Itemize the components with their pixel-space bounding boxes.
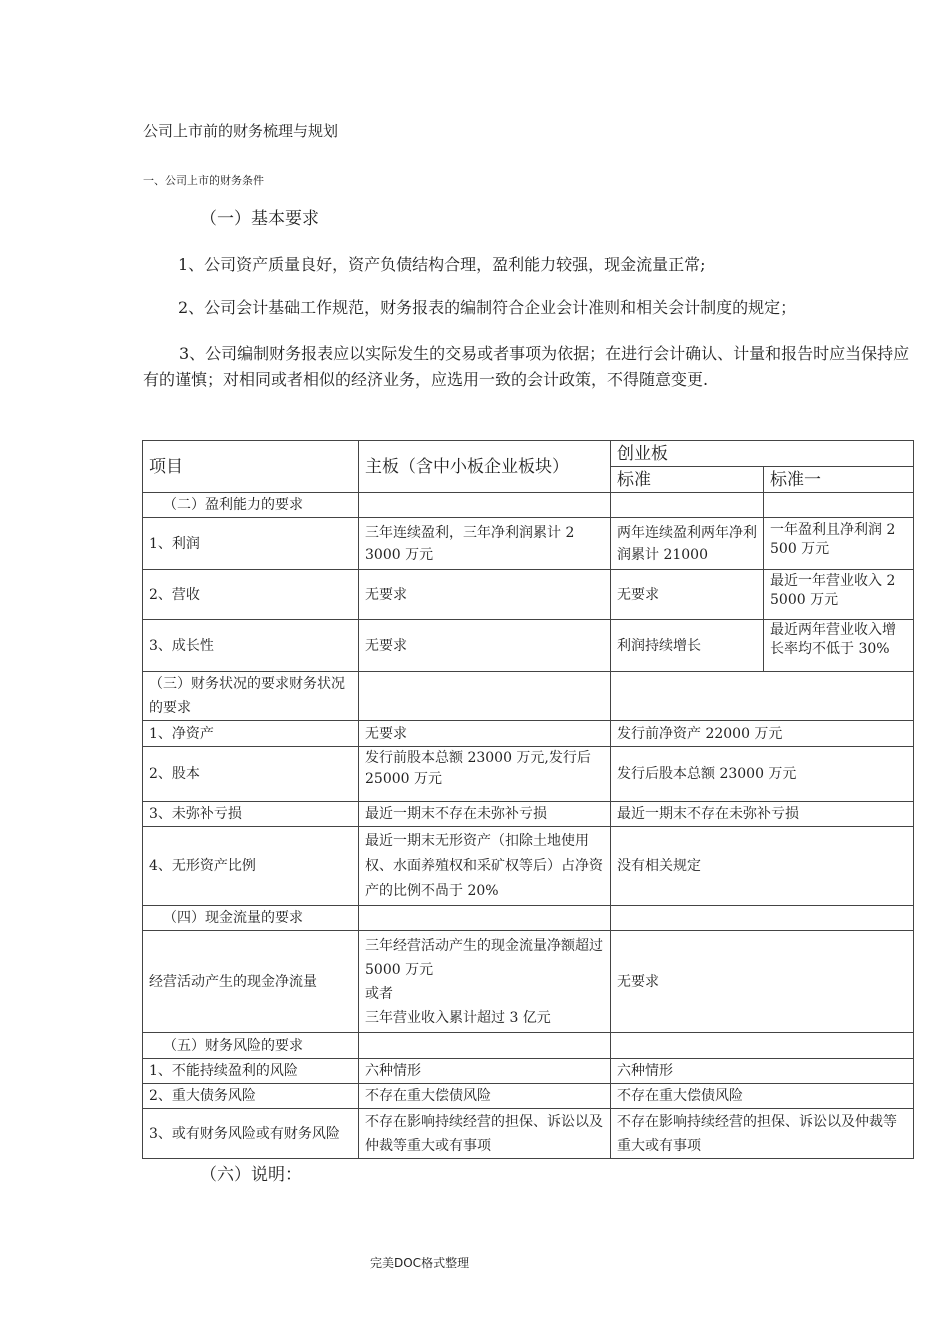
cell: 发行前净资产 22000 万元 [611,721,914,747]
table-row [143,747,914,802]
cell-line: 三年经营活动产生的现金流量净额超过 5000 万元 [365,937,603,978]
section-row: （三）财务状况的要求财务状况的要求 [143,672,359,721]
cell: 无要求 [359,721,611,747]
cell: 一年盈利且净利润 2 500 万元 [770,521,896,557]
header-standard-1: 标准一 [764,467,914,493]
cell: 不存在影响持续经营的担保、诉讼以及仲裁等重大或有事项 [359,1109,611,1159]
header-standard: 标准 [611,467,764,493]
cell: 1、净资产 [143,721,359,747]
section-row: （四）现金流量的要求 [143,906,359,931]
cell: 无要求 [611,570,764,620]
cell: 最近一期末无形资产（扣除土地使用权、水面养殖权和采矿权等后）占净资产的比例不咼于 20% [359,827,611,906]
cell: 2、营收 [143,570,359,620]
table-row [143,1084,914,1109]
sub-heading: （一）基本要求 [200,209,319,229]
cell: 最近一年营业收入 2 5000 万元 [770,572,896,608]
cell: 六种情形 [611,1059,914,1084]
header-main-board: 主板（含中小板企业板块） [359,441,611,493]
table-row [143,721,914,747]
footer-text: 完美DOC格式整理 [370,1256,470,1270]
cell: 不存在重大偿债风险 [359,1084,611,1109]
cell: 经营活动产生的现金净流量 [143,931,359,1033]
note-heading: （六）说明： [200,1165,302,1185]
table-row [143,827,914,906]
cell: 2、重大债务风险 [143,1084,359,1109]
section-row: （二）盈利能力的要求 [143,493,359,518]
header-item: 项目 [143,441,359,493]
table-row [143,1109,914,1159]
paragraph-2: 2、公司会计基础工作规范，财务报表的编制符合企业会计准则和相关会计制度的规定； [178,298,797,317]
cell: 三年连续盈利，三年净利润累计 2 3000 万元 [359,518,611,570]
cell: 六种情形 [359,1059,611,1084]
cell: 3、或有财务风险或有财务风险 [143,1109,359,1159]
table-row [143,1059,914,1084]
cell-line: 或者 [365,985,393,1002]
doc-title: 公司上市前的财务梳理与规划 [143,122,339,140]
paragraph-3: 3、公司编制财务报表应以实际发生的交易或者事项为依据；在进行会计确认、计量和报告时应当保持应有的谨慎；对相同或者相似的经济业务，应选用一致的会计政策，不得随意变更. [143,344,910,389]
cell: 最近一期末不存在未弥补亏损 [611,802,914,827]
cell: 1、不能持续盈利的风险 [143,1059,359,1084]
section-heading: 一、公司上市的财务条件 [143,174,264,187]
cell: 利润持续增长 [611,620,764,672]
table-row [143,570,914,620]
cell: 最近一期末不存在未弥补亏损 [359,802,611,827]
requirements-table [142,440,914,1159]
cell: 2、股本 [143,747,359,802]
paragraph-1: 1、公司资产质量良好，资产负债结构合理，盈利能力较强，现金流量正常; [178,255,706,274]
cell: 4、无形资产比例 [143,827,359,906]
cell: 不存在重大偿债风险 [611,1084,914,1109]
cell: 发行后股本总额 23000 万元 [611,747,914,802]
section-row: （五）财务风险的要求 [143,1033,359,1059]
cell: 3、未弥补亏损 [143,802,359,827]
cell: 两年连续盈利两年净利润累计 21000 [611,518,764,570]
cell [359,931,611,1033]
table-row [143,802,914,827]
cell: 3、成长性 [143,620,359,672]
cell: 无要求 [359,570,611,620]
cell-line: 三年营业收入累计超过 3 亿元 [365,1009,551,1026]
cell: 最近两年营业收入增 长率均不低于 30% [770,621,896,657]
cell: 没有相关规定 [611,827,914,906]
table-row [143,518,914,570]
cell: 无要求 [611,931,914,1033]
cell: 1、利润 [143,518,359,570]
table-row [143,931,914,1033]
cell: 发行前股本总额 23000 万元,发行后 25000 万元 [365,750,591,787]
cell: 无要求 [359,620,611,672]
cell: 不存在影响持续经营的担保、诉讼以及仲裁等重大或有事项 [611,1109,914,1159]
table-row [143,620,914,672]
header-gem: 创业板 [611,441,914,467]
